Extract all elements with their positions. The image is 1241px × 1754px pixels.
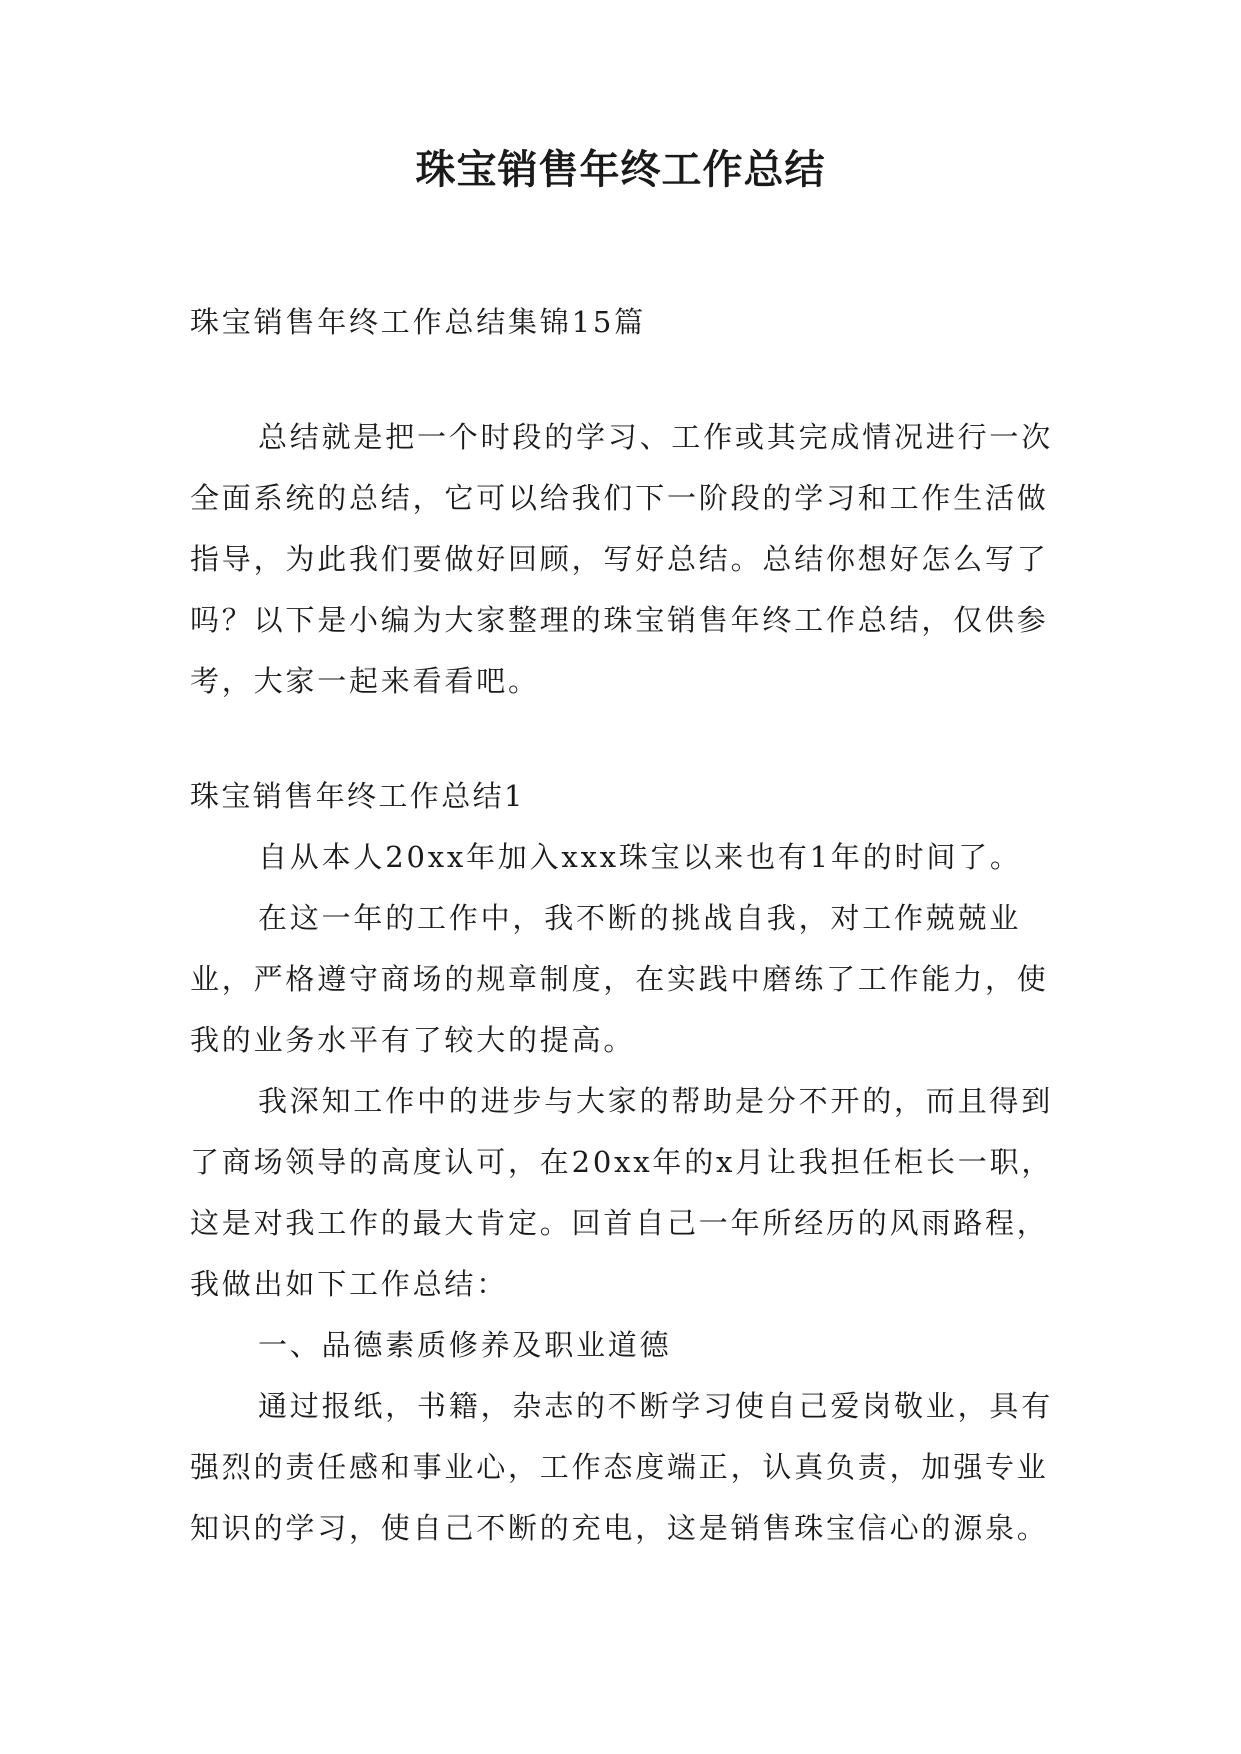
body-paragraph: 通过报纸，书籍，杂志的不断学习使自己爱岗敬业，具有强烈的责任感和事业心，工作态度端正，认真负责，加强专业知识的学习，使自己不断的充电，这是销售珠宝信心的源泉。: [190, 1389, 1054, 1545]
body-paragraph: 自从本人20xx年加入xxx珠宝以来也有1年的时间了。: [258, 840, 1022, 874]
intro-paragraph: 总结就是把一个时段的学习、工作或其完成情况进行一次全面系统的总结，它可以给我们下一阶段的学习和工作生活做指导，为此我们要做好回顾，写好总结。总结你想好怎么写了吗？以下是小编为大家整理的珠宝销售年终工作总结，仅供参考，大家一起来看看吧。: [190, 420, 1054, 698]
document-title: 珠宝销售年终工作总结: [415, 146, 826, 193]
body-paragraph: 在这一年的工作中，我不断的挑战自我，对工作兢兢业业，严格遵守商场的规章制度，在实践中磨练了工作能力，使我的业务水平有了较大的提高。: [190, 901, 1049, 1057]
subsection-heading: 一、品德素质修养及职业道德: [258, 1328, 672, 1362]
document-subtitle: 珠宝销售年终工作总结集锦15篇: [190, 305, 646, 339]
section-heading: 珠宝销售年终工作总结1: [190, 779, 525, 813]
body-paragraph: 我深知工作中的进步与大家的帮助是分不开的，而且得到了商场领导的高度认可，在20xx年的x月让我担任柜长一职，这是对我工作的最大肯定。回首自己一年所经历的风雨路程，我做出如下工作总结：: [190, 1084, 1054, 1301]
document-body: [190, 292, 1070, 1559]
